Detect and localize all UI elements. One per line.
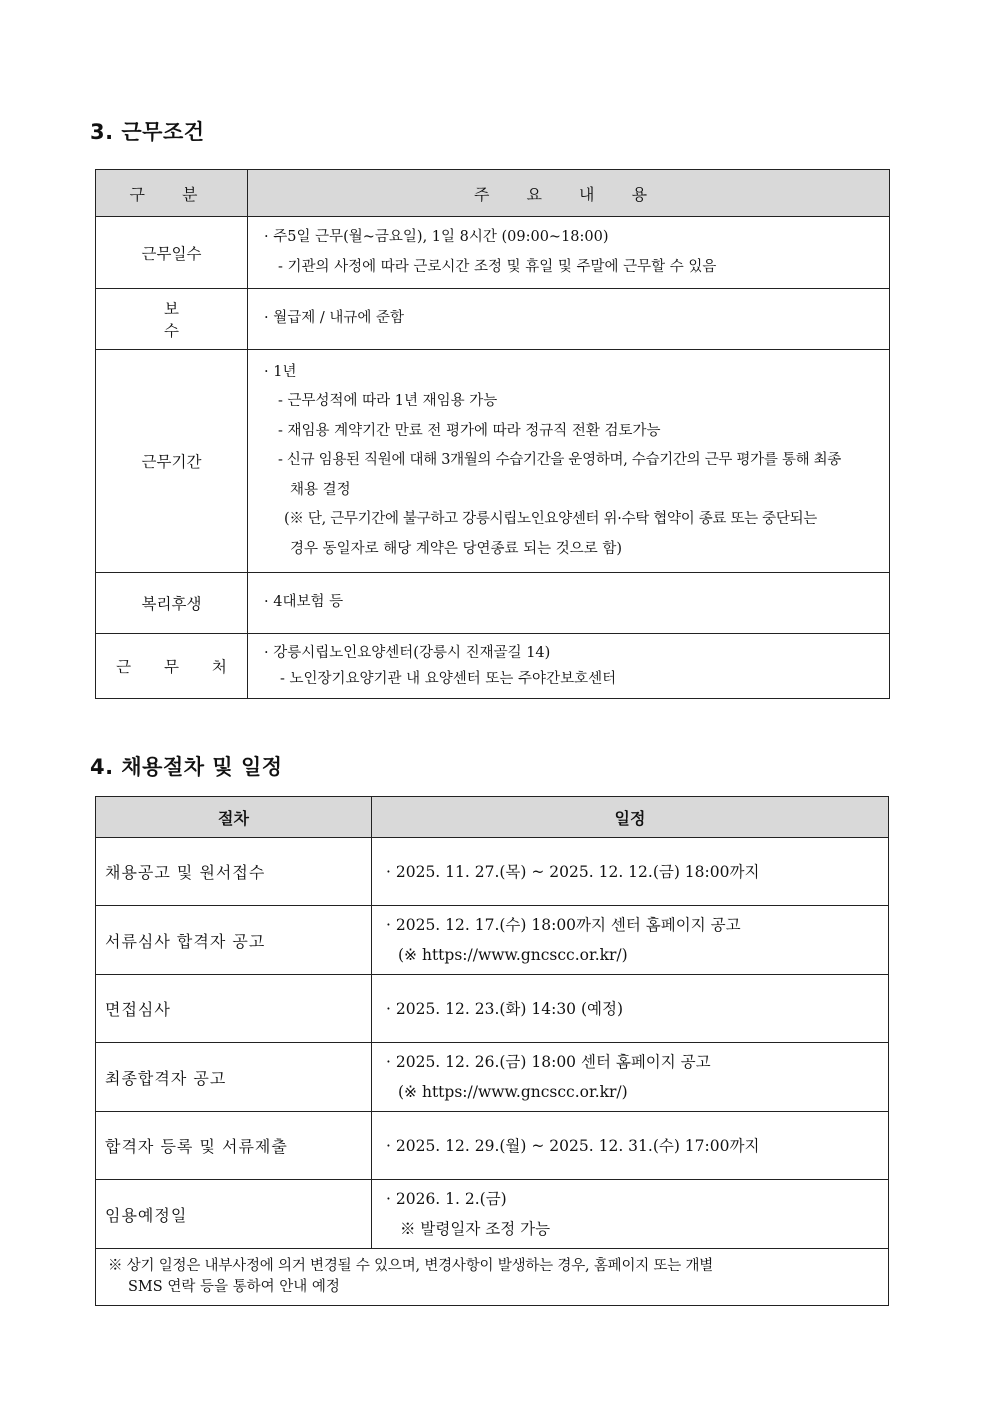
row-label-work-days: 근무일수 [96,217,248,289]
row-label-start-date: 임용예정일 [96,1180,372,1249]
row-content-document-screening [372,906,889,975]
content-line: · 2025. 12. 17.(수) 18:00까지 센터 홈페이지 공고 [386,916,741,934]
footnote-line: ※ 상기 일정은 내부사정에 의거 변경될 수 있으며, 변경사항이 발생하는 경우, 홈페이지 또는 개별 [108,1258,714,1274]
schedule-footnote [96,1249,889,1306]
content-line: (※ 단, 근무기간에 불구하고 강릉시립노인요양센터 위·수탁 협약이 종료 또는 중단되는 [284,511,817,528]
footnote-line: SMS 연락 등을 통하여 안내 예정 [128,1279,340,1295]
content-line: - 기관의 사정에 따라 근로시간 조정 및 휴일 및 주말에 근무할 수 있음 [278,258,717,275]
row-content-start-date [372,1180,889,1249]
row-label-work-period: 근무기간 [96,350,248,573]
table-row [96,906,889,975]
content-line: 채용 결정 [290,481,351,498]
content-line: · 2025. 11. 27.(목) ~ 2025. 12. 12.(금) 18:00까지 [386,862,760,881]
footnote-row [96,1249,889,1306]
table-row [96,573,890,634]
table-header-row [96,170,890,217]
row-content-work-days [248,217,890,289]
section-4-heading: 4. 채용절차 및 일정 [90,755,283,779]
table-header-row [96,797,889,838]
row-content-workplace [248,634,890,699]
row-content-final-announcement [372,1043,889,1112]
row-label-registration: 합격자 등록 및 서류제출 [96,1112,372,1180]
row-label-final-announcement: 최종합격자 공고 [96,1043,372,1112]
table-row [96,838,889,906]
header-main-content: 주 요 내 용 [248,170,890,217]
content-line: · 2026. 1. 2.(금) [386,1190,507,1208]
row-label-salary: 보 수 [96,289,248,350]
row-content-salary [248,289,890,350]
content-line: · 주5일 근무(월~금요일), 1일 8시간 (09:00~18:00) [264,229,609,245]
content-line: · 2025. 12. 26.(금) 18:00 센터 홈페이지 공고 [386,1053,711,1071]
recruitment-schedule-table [95,796,889,1306]
content-line: ※ 발령일자 조정 가능 [400,1220,551,1238]
row-label-interview: 면접심사 [96,975,372,1043]
row-content-interview [372,975,889,1043]
row-label-announcement: 채용공고 및 원서접수 [96,838,372,906]
work-conditions-table [95,169,890,699]
table-row [96,975,889,1043]
row-content-registration [372,1112,889,1180]
table-row [96,217,890,289]
content-line: · 2025. 12. 23.(화) 14:30 (예정) [386,999,624,1018]
table-row [96,1180,889,1249]
row-content-announcement [372,838,889,906]
section-3-heading: 3. 근무조건 [90,120,205,144]
content-line: - 신규 임용된 직원에 대해 3개월의 수습기간을 운영하며, 수습기간의 근무 평가를 통해 최종 [278,452,841,469]
header-schedule: 일정 [372,797,889,838]
row-label-workplace: 근 무 처 [96,634,248,699]
content-line: (※ https://www.gncscc.or.kr/) [398,946,628,964]
row-content-work-period [248,350,890,573]
table-row [96,350,890,573]
content-line: (※ https://www.gncscc.or.kr/) [398,1083,628,1101]
content-line: - 근무성적에 따라 1년 재임용 가능 [278,393,498,410]
header-procedure: 절차 [96,797,372,838]
content-line: - 노인장기요양기관 내 요양센터 또는 주야간보호센터 [280,671,617,687]
content-line: 경우 동일자로 해당 계약은 당연종료 되는 것으로 함) [290,540,623,557]
content-line: · 1년 [264,363,297,380]
row-content-welfare [248,573,890,634]
table-row [96,289,890,350]
content-line: - 재임용 계약기간 만료 전 평가에 따라 정규직 전환 검토가능 [278,422,661,439]
content-line: · 2025. 12. 29.(월) ~ 2025. 12. 31.(수) 17:00까지 [386,1136,760,1155]
header-category: 구 분 [96,170,248,217]
table-row [96,634,890,699]
table-row [96,1043,889,1112]
content-line: · 강릉시립노인요양센터(강릉시 진재골길 14) [264,645,551,661]
content-line: · 4대보험 등 [264,594,344,611]
table-row [96,1112,889,1180]
row-label-welfare: 복리후생 [96,573,248,634]
content-line: · 월급제 / 내규에 준함 [264,310,404,327]
row-label-document-screening: 서류심사 합격자 공고 [96,906,372,975]
